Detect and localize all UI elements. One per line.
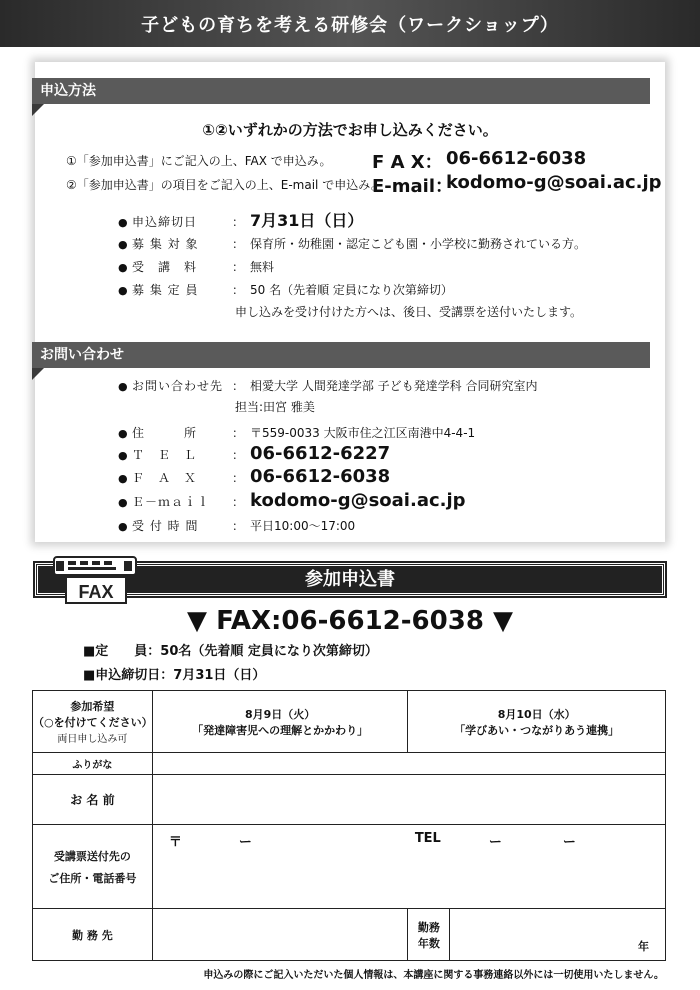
name-field[interactable] — [152, 775, 665, 825]
form-capacity: ■定 員：50名（先着順 定員になり次第締切） — [83, 644, 378, 659]
method1-key: F A X： — [372, 152, 443, 173]
contact-office: ● お問い合わせ先 ： 相愛大学 人間発達学部 子ども発達学科 合同研究室内 — [118, 379, 538, 393]
name-label: お 名 前 — [33, 775, 153, 825]
privacy-note: 申込みの際にご記入いただいた個人情報は、本講座に関する事務連絡以外には一切使用いたしません。 — [203, 970, 664, 981]
header-title: 子どもの育ちを考える研修会（ワークショップ） — [141, 14, 559, 36]
method1-fax: 06-6612-6038 — [446, 148, 587, 169]
detail-fee: ● 受 講 料 ： 無料 — [118, 260, 275, 274]
work-label: 勤 務 先 — [33, 909, 153, 961]
bullet-icon: ● — [118, 496, 128, 509]
furigana-label: ふりがな — [33, 753, 153, 775]
section-apply-bar: 申込方法 — [32, 78, 650, 104]
address-label-cell: 受講票送付先の ご住所・電話番号 — [33, 825, 153, 909]
detail-target: ● 募 集 対 象 ： 保育所・幼稚園・認定こども園・小学校に勤務されている方。 — [118, 237, 587, 251]
bullet-icon: ● — [118, 216, 128, 229]
furigana-field[interactable] — [152, 753, 665, 775]
contact-hours: ● 受 付 時 間 ： 平日10:00～17:00 — [118, 519, 356, 533]
contact-address: ● 住 所 ： 〒559-0033 大阪市住之江区南港中4-4-1 — [118, 426, 476, 440]
fax-icon-label: FAX — [78, 582, 114, 602]
form-title-bar: 参加申込書 — [35, 563, 665, 596]
contact-email: ● Ｅ－ｍａｉｌ ： kodomo-g@soai.ac.jp — [118, 490, 466, 511]
method2-key: E-mail： — [372, 176, 454, 197]
contact-fax: ● Ｆ Ａ Ｘ ： 06-6612-6038 — [118, 466, 391, 487]
method2-text: ②「参加申込書」の項目をご記入の上、E-mail で申込み。 — [66, 178, 383, 192]
bullet-icon: ● — [118, 449, 128, 462]
section-contact-bar: お問い合わせ — [32, 342, 650, 368]
section-contact-corner — [32, 368, 44, 380]
detail-capacity: ● 募 集 定 員 ： 50 名（先着順 定員になり次第締切） — [118, 283, 453, 297]
address-field[interactable]: 〒 ー TEL ー ー — [152, 825, 665, 909]
bullet-icon: ● — [118, 284, 128, 297]
form-deadline: ■申込締切日：7月31日（日） — [83, 668, 266, 683]
fax-machine-icon — [52, 555, 138, 605]
header-banner — [0, 0, 700, 47]
years-label-cell: 勤務 年数 — [408, 909, 450, 961]
wish-label-cell: 参加希望 （○を付けてください） 両日申し込み可 — [33, 691, 153, 753]
years-field[interactable]: 年 — [450, 909, 666, 961]
bullet-icon: ● — [118, 427, 128, 440]
section-apply-corner — [32, 104, 44, 116]
work-field[interactable] — [152, 909, 408, 961]
bullet-icon: ● — [118, 520, 128, 533]
contact-person: 担当:田宮 雅美 — [235, 400, 315, 414]
bullet-icon: ● — [118, 380, 128, 393]
bullet-icon: ● — [118, 472, 128, 485]
bullet-icon: ● — [118, 238, 128, 251]
contact-tel: ● Ｔ Ｅ Ｌ ： 06-6612-6227 — [118, 443, 391, 464]
detail-deadline: ● 申込締切日 ： 7月31日（日） — [118, 211, 364, 230]
day2-option[interactable]: 8月10日（水） 「学びあい・つながりあう連携」 — [408, 691, 666, 753]
fax-number-title: ▼ FAX:06-6612-6038 ▼ — [187, 606, 513, 636]
method2-email: kodomo-g@soai.ac.jp — [446, 172, 662, 193]
method1-text: ①「参加申込書」にご記入の上、FAX で申込み。 — [66, 154, 332, 168]
day1-option[interactable]: 8月9日（火） 「発達障害児への理解とかかわり」 — [152, 691, 408, 753]
apply-note: 申し込みを受け付けた方へは、後日、受講票を送付いたします。 — [235, 305, 583, 319]
application-form — [32, 690, 666, 961]
bullet-icon: ● — [118, 261, 128, 274]
apply-lead: ①②いずれかの方法でお申し込みください。 — [202, 121, 498, 139]
